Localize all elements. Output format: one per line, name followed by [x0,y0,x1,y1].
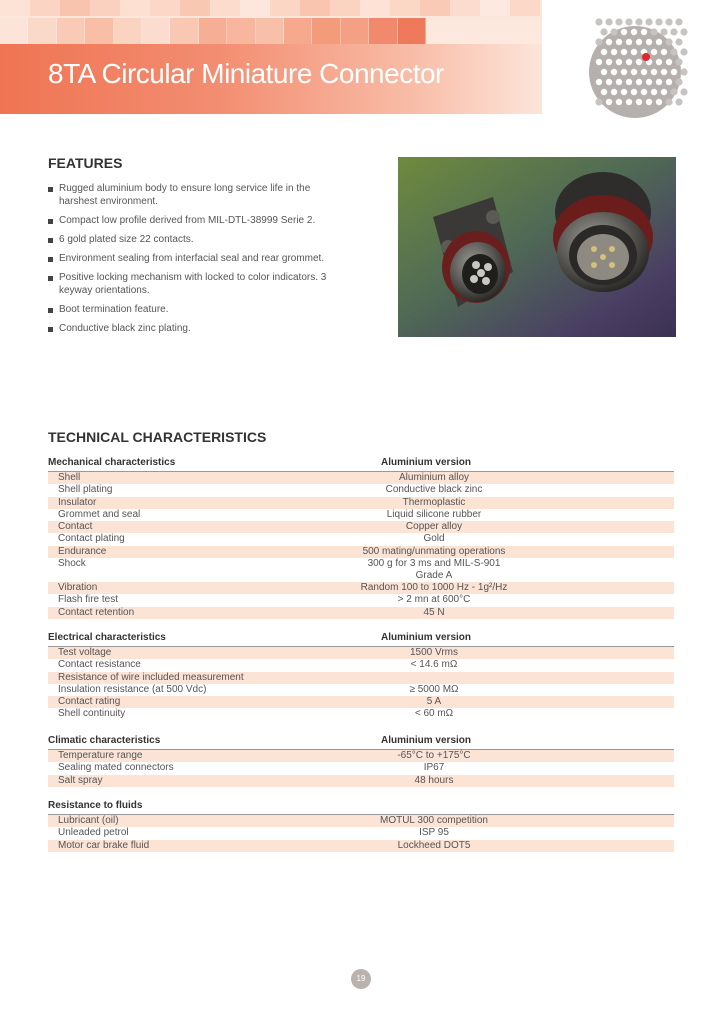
table-row [48,546,674,558]
logo-dot [655,18,662,25]
table-row [48,647,674,659]
logo-dot [656,99,662,105]
mechanical-table-header [48,457,674,472]
logo-dot [661,49,667,55]
row-value-line: ISP 95 [419,827,449,839]
logo-dot [641,89,647,95]
table-row [48,472,674,484]
logo-dot [660,28,667,35]
logo-dot [675,78,682,85]
row-value-line: -65°C to +175°C [397,750,471,761]
logo-dot [636,99,642,105]
climatic-table-body [48,750,674,787]
logo-dot [606,59,612,65]
stripe-segment [480,0,510,16]
logo-dot [651,49,657,55]
table-row [48,708,674,720]
row-name: Contact retention [58,606,135,618]
logo-dot [615,18,622,25]
electrical-table [48,632,674,721]
stripe-segment [300,0,330,16]
logo-dot [670,48,677,55]
header-tile [114,18,142,44]
logo-dot [610,28,617,35]
row-name: Grommet and seal [58,508,141,520]
logo-dot [626,99,632,105]
row-value-line: > 2 mn at 600°C [397,594,471,606]
stripe-segment [90,0,120,16]
row-value-line: < 60 mΩ [414,708,454,720]
table-row [48,594,674,606]
climatic-table-header [48,735,674,750]
climatic-table [48,735,674,787]
table-row [48,827,674,839]
logo-dot [680,68,687,75]
feature-item: 6 gold plated size 22 contacts. [48,233,348,246]
stripe-segment [330,0,360,16]
header-tile [0,18,28,44]
header-tile [341,18,369,44]
logo-dot [666,59,672,65]
header-tile [57,18,85,44]
logo-dot [631,89,637,95]
logo-dot [680,28,687,35]
logo-dot [680,48,687,55]
logo-dot [601,49,607,55]
row-name: Temperature range [58,750,143,761]
row-value [284,750,584,762]
row-value [284,659,584,671]
logo-dot [670,28,677,35]
row-value-line: 45 N [423,606,445,618]
row-value-line: 5 A [426,696,442,708]
table-row [48,533,674,545]
row-name: Shell continuity [58,708,126,720]
logo-dot [600,28,607,35]
logo-dot [595,98,602,105]
table-row [48,840,674,852]
stripe-segment [360,0,390,16]
features-list [48,182,348,341]
logo-dot [675,98,682,105]
logo-dot [616,79,622,85]
stripe-segment [270,0,300,16]
logo-dot [606,99,612,105]
logo-dot [656,79,662,85]
header-tile [369,18,397,44]
logo-dot [631,69,637,75]
logo-dot [656,39,662,45]
header-tile [170,18,198,44]
row-value-line: Gold [423,533,445,545]
logo-dot [680,88,687,95]
row-name: Motor car brake fluid [58,839,150,851]
row-name: Flash fire test [58,594,119,606]
row-value [284,533,584,545]
stripe-segment [390,0,420,16]
dot-logo-icon [585,12,697,124]
header-tile [85,18,113,44]
table-row [48,582,674,594]
row-name: Resistance of wire included measurement [58,671,244,683]
stripe-segment [420,0,450,16]
stripe-segment [150,0,180,16]
logo-dot [606,79,612,85]
row-value [284,509,584,521]
feature-item: Boot termination feature. [48,303,348,316]
row-name: Contact resistance [58,659,141,671]
logo-dot [665,98,672,105]
table-row [48,521,674,533]
row-value [284,815,584,827]
header-tile [398,18,426,44]
logo-dot [626,39,632,45]
row-value-line: Conductive black zinc [385,484,483,496]
row-value [284,684,584,696]
logo-dot [596,59,602,65]
logo-dot [651,89,657,95]
table-row [48,762,674,774]
row-name: Vibration [58,582,98,594]
stripe-segment [0,0,30,16]
header-tile [227,18,255,44]
logo-dot [670,88,677,95]
section-label: Electrical characteristics [48,632,166,643]
logo-dot [631,49,637,55]
mechanical-table-body [48,472,674,619]
logo-dot [646,99,652,105]
version-label: Aluminium version [380,457,471,468]
logo-dot [661,89,667,95]
logo-dot [621,89,627,95]
logo-dot [675,38,682,45]
row-name: Shell [58,472,81,483]
table-row [48,607,674,619]
table-row [48,672,674,684]
stripe-segment [180,0,210,16]
row-value-line: MOTUL 300 competition [379,815,488,826]
section-label: Resistance to fluids [48,800,143,811]
row-value [284,840,584,852]
logo-dot [641,69,647,75]
logo-dot [646,79,652,85]
header-tile [142,18,170,44]
row-name: Insulation resistance (at 500 Vdc) [58,683,207,695]
table-row [48,696,674,708]
logo-dot [621,29,627,35]
logo-dot [650,28,657,35]
row-value-line: Lockheed DOT5 [397,839,471,851]
header-tile [312,18,340,44]
row-value [284,546,584,558]
logo-dot [595,18,602,25]
logo-dot [656,59,662,65]
logo-dot [636,79,642,85]
row-value [284,647,584,659]
table-row [48,659,674,671]
row-value [284,775,584,787]
table-row [48,509,674,521]
row-name: Salt spray [58,774,103,786]
red-dot-icon [642,53,650,61]
table-row [48,558,674,582]
features-heading: FEATURES [48,155,123,171]
logo-dot [651,69,657,75]
feature-item: Rugged aluminium body to ensure long service life in the harshest environment. [48,182,348,208]
logo-dot [626,79,632,85]
table-row [48,684,674,696]
electrical-table-header [48,632,674,647]
stripe-segment [30,0,60,16]
row-name: Lubricant (oil) [58,815,119,826]
section-label: Climatic characteristics [48,735,161,746]
logo-dot [636,59,642,65]
stripe-segment [450,0,480,16]
row-name: Sealing mated connectors [58,762,174,774]
logo-dot [621,69,627,75]
fluids-table-header [48,800,674,815]
logo-dot [625,18,632,25]
mechanical-table [48,457,674,619]
feature-item: Conductive black zinc plating. [48,322,348,335]
stripe-segment [240,0,270,16]
row-value-line: 500 mating/unmating operations [362,545,506,557]
logo-dot [646,39,652,45]
feature-item: Positive locking mechanism with locked to color indicators. 3 keyway orientations. [48,271,348,297]
table-row [48,484,674,496]
logo-dot [626,59,632,65]
logo-dot [661,69,667,75]
stripe-segment [510,0,540,16]
row-value [284,708,584,720]
logo-dot [611,89,617,95]
page-number: 19 [351,969,371,989]
row-value [284,827,584,839]
row-value-line: 1500 Vrms [410,647,458,658]
row-name: Test voltage [58,647,112,658]
header-tile [256,18,284,44]
logo-dot [605,18,612,25]
logo-dot [635,18,642,25]
logo-dot [616,39,622,45]
product-photo [398,157,676,337]
row-name: Contact rating [58,696,121,708]
row-value-line: ≥ 5000 MΩ [409,683,459,695]
header-tile [199,18,227,44]
logo-dot [621,49,627,55]
feature-item: Compact low profile derived from MIL-DTL-38999 Serie 2. [48,214,348,227]
page-title: 8TA Circular Miniature Connector [48,58,444,89]
fluids-table-body [48,815,674,852]
row-value [284,558,584,582]
row-value [284,696,584,708]
logo-dot [675,18,682,25]
header-tiles [0,18,426,44]
row-value [284,594,584,606]
row-value [284,472,584,484]
logo-dot [616,59,622,65]
row-value-line: Copper alloy [405,521,463,533]
logo-dot [616,99,622,105]
feature-item: Environment sealing from interfacial seal and rear grommet. [48,252,348,265]
electrical-table-body [48,647,674,721]
row-value-line: Liquid silicone rubber [386,508,482,520]
row-name: Unleaded petrol [58,827,129,839]
row-value-line: Grade A [415,570,453,582]
version-label: Aluminium version [380,632,471,643]
row-value [284,762,584,774]
section-label: Mechanical characteristics [48,457,176,468]
logo-dot [611,69,617,75]
logo-dot [645,18,652,25]
row-value-line: Aluminium alloy [398,472,470,483]
table-row [48,775,674,787]
row-value [284,497,584,509]
stripe-segment [210,0,240,16]
row-value [284,521,584,533]
logo-dot [665,38,672,45]
logo-dot [611,49,617,55]
row-name: Endurance [58,545,107,557]
row-name: Contact plating [58,533,125,545]
row-value-line: Thermoplastic [402,496,466,508]
logo-dot [636,39,642,45]
row-value [284,582,584,594]
row-value-line: 48 hours [414,774,454,786]
header-stripe [0,0,540,16]
table-row [48,815,674,827]
plug-connector-icon [553,172,653,292]
row-name: Shock [58,558,86,570]
logo-dot [596,79,602,85]
row-value-line: IP67 [423,762,445,774]
logo-dot [606,39,612,45]
logo-dot [631,29,637,35]
row-name: Contact [58,521,93,533]
header-banner [0,0,542,114]
row-value-line: 300 g for 3 ms and MIL-S-901 [367,558,501,570]
row-name: Insulator [58,496,97,508]
header-tile [284,18,312,44]
row-value-line: Random 100 to 1000 Hz - 1g²/Hz [360,582,508,594]
technical-heading: TECHNICAL CHARACTERISTICS [48,429,267,445]
row-value [284,484,584,496]
logo-dot [595,38,602,45]
logo-dot [675,58,682,65]
stripe-segment [120,0,150,16]
logo-dot [601,69,607,75]
version-label: Aluminium version [380,735,471,746]
stripe-segment [60,0,90,16]
row-value [284,607,584,619]
row-value [284,672,584,684]
row-name: Shell plating [58,484,113,496]
logo-dot [641,29,647,35]
row-value-line: < 14.6 mΩ [410,659,458,671]
logo-dot [665,18,672,25]
logo-dot [601,89,607,95]
logo-dot [671,69,677,75]
logo-dot [666,79,672,85]
table-row [48,497,674,509]
table-row [48,750,674,762]
header-tile [28,18,56,44]
fluids-table [48,800,674,852]
